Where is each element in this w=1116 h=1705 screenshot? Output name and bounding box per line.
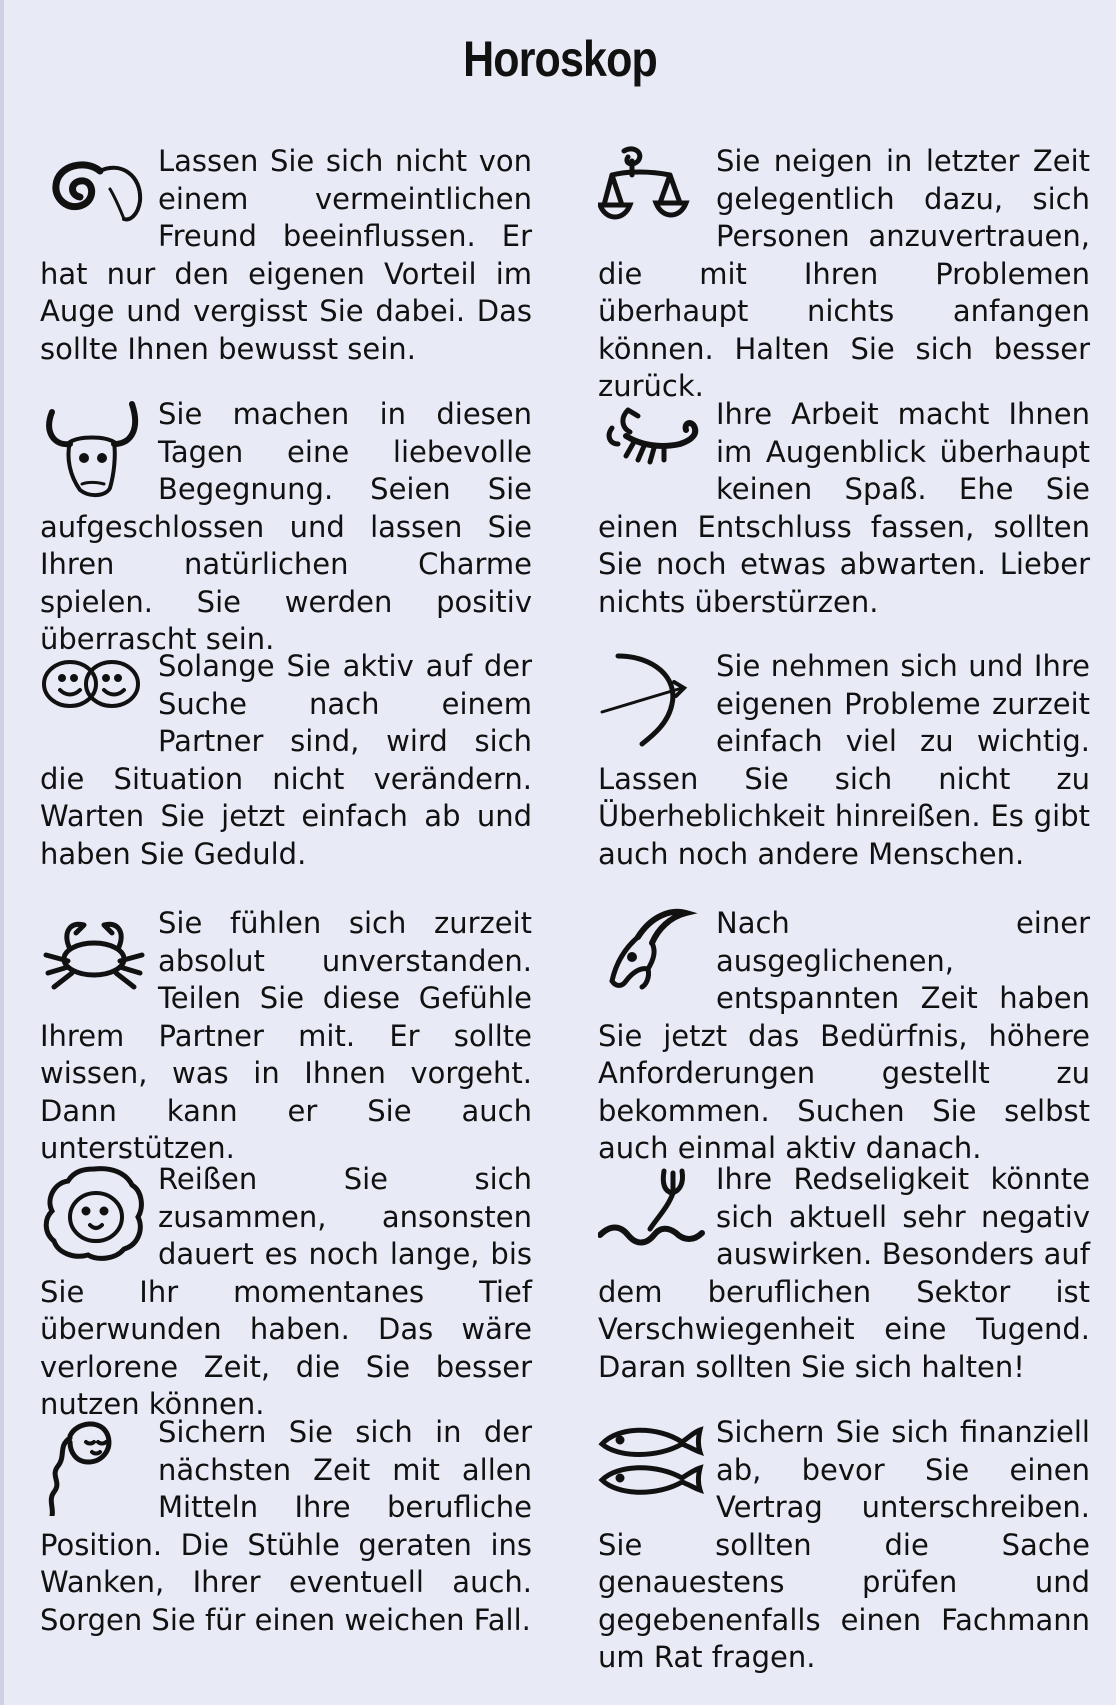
- pisces-icon: [598, 1414, 716, 1526]
- horoscope-entry-aries: [40, 143, 532, 368]
- aquarius-icon: [598, 1161, 716, 1273]
- horoscope-entry-gemini: [40, 648, 532, 873]
- entry-text: Sie machen in diesen Tagen eine liebevolle Begegnung. Seien Sie aufgeschlossen und lassen Sie Ihren natürlichen Charme spielen. Sie werden positiv überrascht sein.: [40, 397, 532, 656]
- entry-text: Ihre Redseligkeit könnte sich aktuell sehr negativ auswirken. Besonders auf dem beruflichen Sektor ist Verschwiegenheit eine Tugend. Daran sollten Sie sich halten!: [598, 1162, 1090, 1384]
- taurus-icon: [40, 396, 158, 508]
- entry-text: Sie nehmen sich und Ihre eigenen Probleme zurzeit einfach viel zu wichtig. Lassen Sie sich nicht zu Überheblichkeit hinreißen. Es gibt auch noch andere Menschen.: [598, 649, 1090, 871]
- gemini-icon: [40, 648, 158, 760]
- horoscope-entry-libra: [598, 143, 1090, 406]
- sagittarius-icon: [598, 648, 716, 760]
- libra-icon: [598, 143, 716, 255]
- horoscope-entry-taurus: [40, 396, 532, 659]
- entry-text: Ihre Arbeit macht Ihnen im Augenblick überhaupt keinen Spaß. Ehe Sie einen Entschluss fassen, sollten Sie noch etwas abwarten. Lieber nichts überstürzen.: [598, 397, 1090, 619]
- entry-text: Reißen Sie sich zusammen, ansonsten dauert es noch lange, bis Sie Ihr momentanes Tief überwunden haben. Das wäre verlorene Zeit, die Sie besser nutzen können.: [40, 1162, 532, 1421]
- horoscope-entry-sagittarius: [598, 648, 1090, 873]
- entry-text: Sie fühlen sich zurzeit absolut unverstanden. Teilen Sie diese Gefühle Ihrem Partner mit. Er sollte wissen, was in Ihnen vorgeht. Dann kann er Sie auch unterstützen.: [40, 906, 532, 1165]
- entry-text: Sichern Sie sich finanziell ab, bevor Sie einen Vertrag unterschreiben. Sie sollten die Sache genauestens prüfen und gegebenenfalls einen Fachmann um Rat fragen.: [598, 1415, 1090, 1674]
- horoscope-entry-leo: [40, 1161, 532, 1424]
- page-title: Horoskop: [463, 31, 657, 87]
- horoscope-entry-capricorn: [598, 905, 1090, 1168]
- horoscope-entry-cancer: [40, 905, 532, 1168]
- horoscope-entry-virgo: [40, 1414, 532, 1639]
- virgo-icon: [40, 1414, 158, 1526]
- capricorn-icon: [598, 905, 716, 1017]
- horoscope-entry-scorpio: [598, 396, 1090, 621]
- entry-text: Sichern Sie sich in der nächsten Zeit mit allen Mitteln Ihre berufliche Position. Die Stühle geraten ins Wanken, Ihrer eventuell auch. Sorgen Sie für einen weichen Fall.: [40, 1415, 532, 1637]
- horoscope-entry-aquarius: [598, 1161, 1090, 1386]
- horoscope-entry-pisces: [598, 1414, 1090, 1677]
- entry-text: Sie neigen in letzter Zeit gelegentlich dazu, sich Personen anzuvertrauen, die mit Ihren Problemen überhaupt nichts anfangen können. Halten Sie sich besser zurück.: [598, 144, 1090, 403]
- entry-text: Nach einer ausgeglichenen, entspannten Zeit haben Sie jetzt das Bedürfnis, höhere Anforderungen gestellt zu bekommen. Suchen Sie selbst auch einmal aktiv danach.: [598, 906, 1090, 1165]
- entry-text: Lassen Sie sich nicht von einem vermeintlichen Freund beeinflussen. Er hat nur den eigenen Vorteil im Auge und vergisst Sie dabei. Das sollte Ihnen bewusst sein.: [40, 144, 532, 366]
- cancer-icon: [40, 905, 158, 1017]
- scorpio-icon: [598, 396, 716, 508]
- leo-icon: [40, 1161, 158, 1273]
- aries-icon: [40, 143, 158, 255]
- entry-text: Solange Sie aktiv auf der Suche nach einem Partner sind, wird sich die Situation nicht verändern. Warten Sie jetzt einfach ab und haben Sie Geduld.: [40, 649, 532, 871]
